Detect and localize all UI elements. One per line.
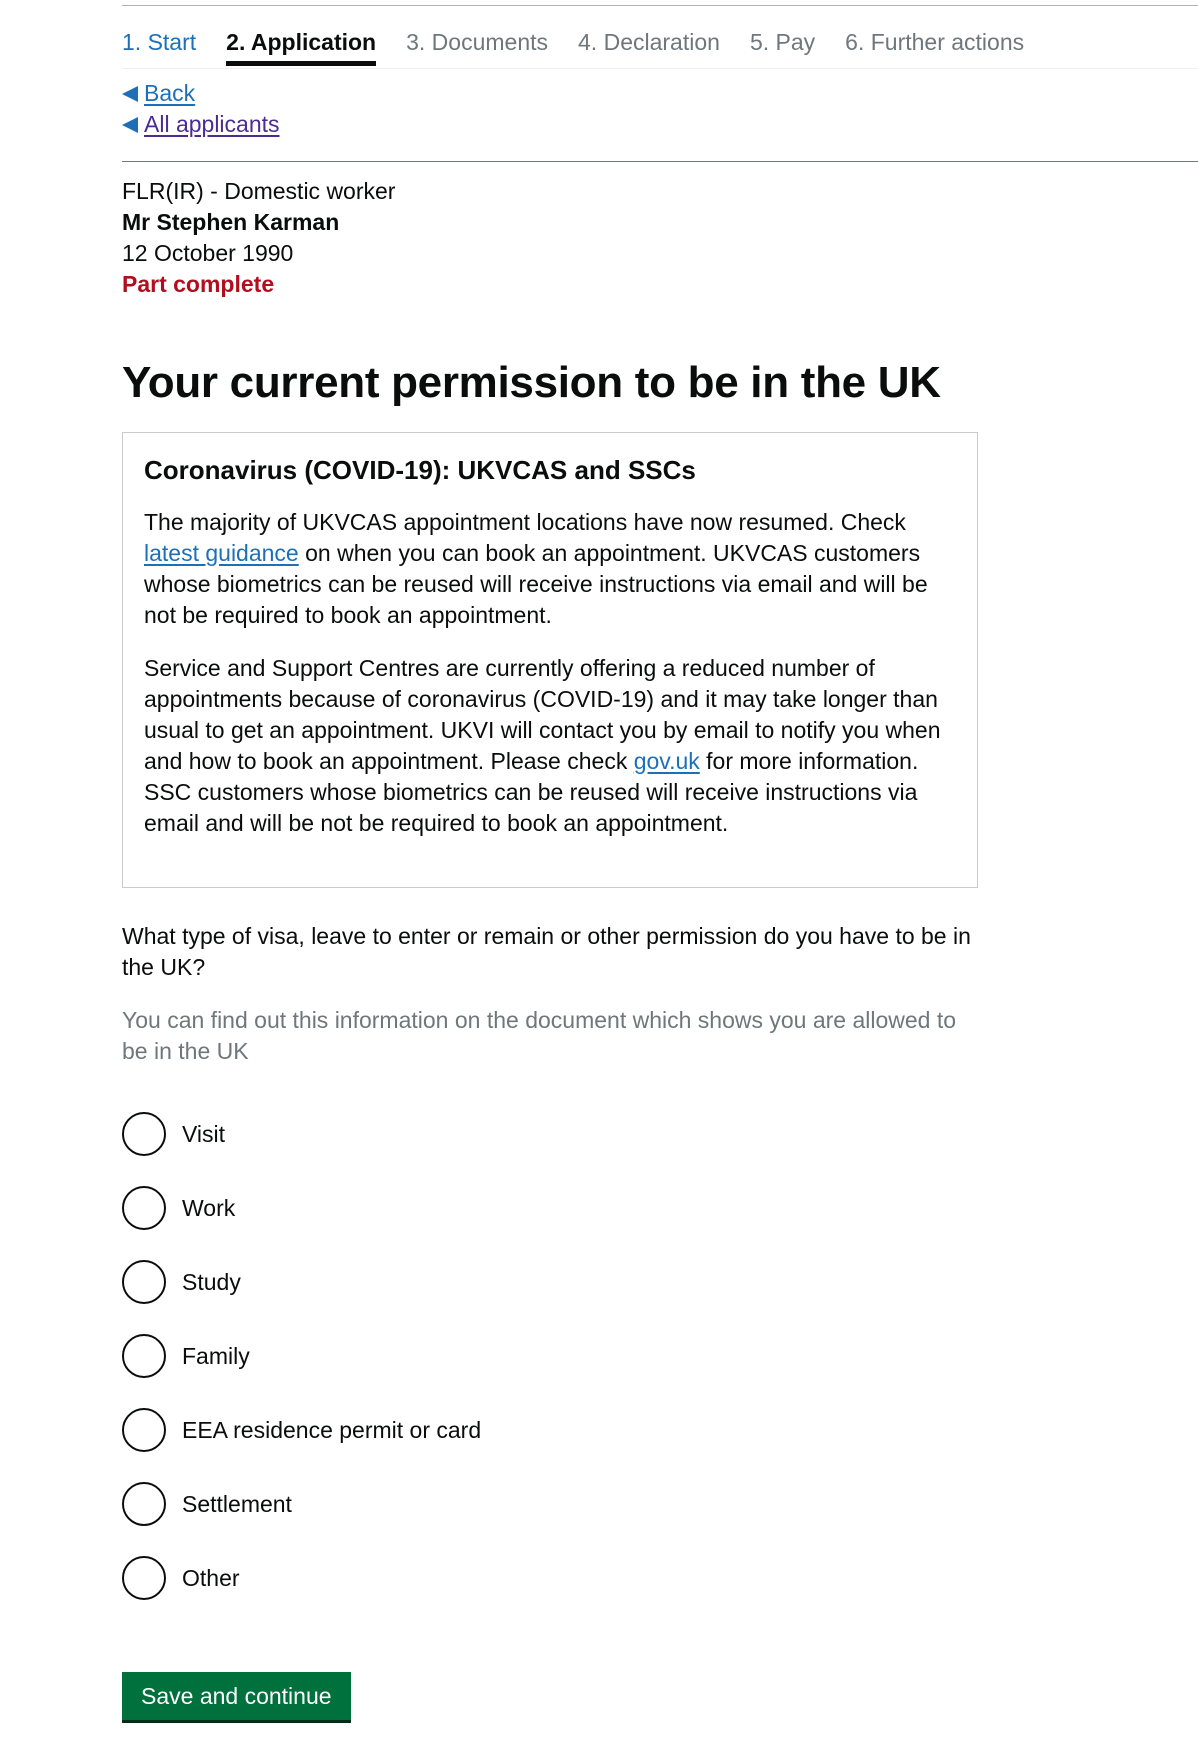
latest-guidance-link[interactable]: latest guidance bbox=[144, 540, 299, 566]
progress-step-further-actions: 6. Further actions bbox=[845, 29, 1025, 55]
permission-type-fieldset bbox=[122, 921, 978, 1067]
applicant-dob: 12 October 1990 bbox=[122, 240, 294, 266]
progress-steps-nav bbox=[122, 26, 1198, 69]
radio-button[interactable] bbox=[122, 1112, 166, 1156]
radio-button[interactable] bbox=[122, 1408, 166, 1452]
all-applicants-link-row bbox=[122, 109, 280, 140]
covid-notice-panel bbox=[122, 432, 978, 888]
radio-label[interactable]: Study bbox=[182, 1268, 241, 1295]
radio-label[interactable]: Other bbox=[182, 1564, 240, 1591]
radio-label[interactable]: Settlement bbox=[182, 1490, 292, 1517]
applicant-name: Mr Stephen Karman bbox=[122, 209, 340, 235]
applicant-summary bbox=[122, 176, 395, 300]
radio-option-work[interactable] bbox=[122, 1184, 481, 1232]
radio-button[interactable] bbox=[122, 1334, 166, 1378]
progress-step-documents: 3. Documents bbox=[406, 29, 549, 55]
radio-button[interactable] bbox=[122, 1482, 166, 1526]
back-links bbox=[122, 78, 280, 140]
section-divider bbox=[122, 161, 1198, 162]
application-route: FLR(IR) - Domestic worker bbox=[122, 178, 396, 204]
section-status: Part complete bbox=[122, 271, 275, 297]
gov-uk-link[interactable]: gov.uk bbox=[633, 748, 700, 774]
permission-type-question: What type of visa, leave to enter or remain or other permission do you have to be in the UK? bbox=[122, 923, 971, 980]
radio-label[interactable]: Visit bbox=[182, 1120, 226, 1147]
radio-option-settlement[interactable] bbox=[122, 1480, 481, 1528]
progress-step-declaration: 4. Declaration bbox=[578, 29, 720, 55]
radio-option-study[interactable] bbox=[122, 1258, 481, 1306]
all-applicants-link[interactable]: All applicants bbox=[144, 111, 280, 137]
radio-label[interactable]: Work bbox=[182, 1194, 236, 1221]
radio-option-visit[interactable] bbox=[122, 1110, 481, 1158]
back-triangle-icon bbox=[122, 117, 138, 133]
notice-paragraph-ssc bbox=[144, 653, 957, 839]
notice-text: The majority of UKVCAS appointment locations have now resumed. Check bbox=[144, 509, 906, 535]
radio-option-eea-residence[interactable] bbox=[122, 1406, 481, 1454]
radio-option-other[interactable] bbox=[122, 1554, 481, 1602]
save-and-continue-button[interactable]: Save and continue bbox=[122, 1672, 351, 1720]
radio-label[interactable]: EEA residence permit or card bbox=[182, 1416, 482, 1443]
notice-paragraph-ukvcas bbox=[144, 507, 957, 631]
progress-step-pay: 5. Pay bbox=[749, 29, 816, 55]
page-title: Your current permission to be in the UK bbox=[122, 358, 941, 407]
progress-step-start[interactable]: 1. Start bbox=[122, 29, 197, 55]
radio-button[interactable] bbox=[122, 1260, 166, 1304]
notice-text: for more information. SSC customers whose biometrics can be reused will receive instructions via email and will be not be required to book an appointment. bbox=[144, 748, 919, 836]
notice-text: on when you can book an appointment. UKVCAS customers whose biometrics can be reused will receive instructions via email and will be not be required to book an appointment. bbox=[144, 540, 928, 628]
permission-type-radios bbox=[122, 1110, 481, 1628]
notice-text: Service and Support Centres are currently offering a reduced number of appointments because of coronavirus (COVID-19) and it may take longer than usual to get an appointment. UKVI will contact you by email to notify you when and how to book an appointment. Please check bbox=[144, 655, 941, 774]
top-divider bbox=[122, 5, 1198, 6]
permission-type-hint: You can find out this information on the document which shows you are allowed to be in the UK bbox=[122, 1007, 957, 1064]
radio-button[interactable] bbox=[122, 1556, 166, 1600]
back-link[interactable]: Back bbox=[144, 80, 196, 106]
progress-step-application: 2. Application bbox=[226, 26, 376, 64]
radio-label[interactable]: Family bbox=[182, 1342, 250, 1369]
notice-heading: Coronavirus (COVID-19): UKVCAS and SSCs bbox=[144, 455, 696, 485]
radio-button[interactable] bbox=[122, 1186, 166, 1230]
radio-option-family[interactable] bbox=[122, 1332, 481, 1380]
back-triangle-icon bbox=[122, 86, 138, 102]
back-link-row bbox=[122, 78, 280, 109]
